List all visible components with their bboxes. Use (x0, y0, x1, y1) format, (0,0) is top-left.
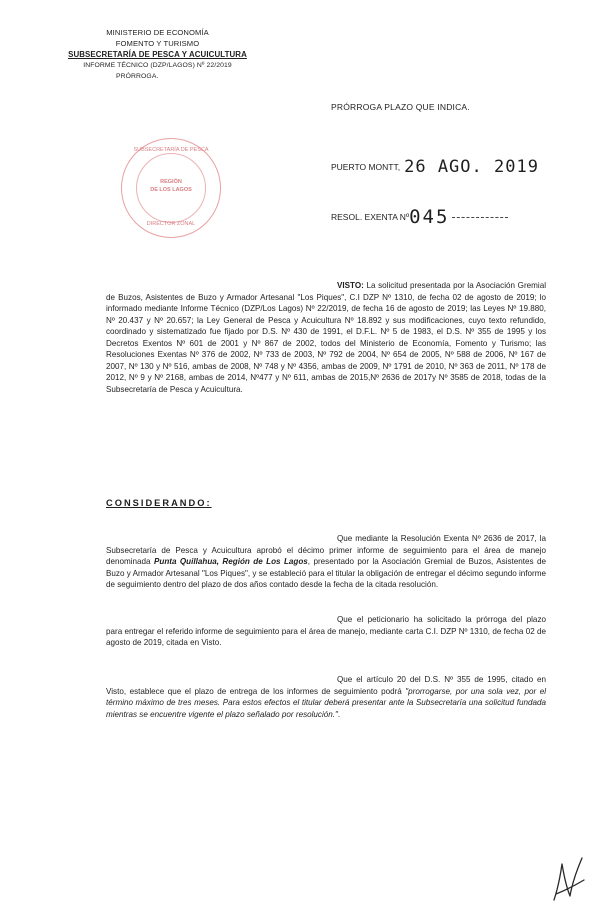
subject-label: PRÓRROGA. (116, 73, 159, 80)
visto-paragraph (106, 280, 546, 395)
resolution-number: 045 (409, 206, 450, 228)
ministry-name: MINISTERIO DE ECONOMÍA (106, 28, 209, 37)
ministry-subtitle: FOMENTO Y TURISMO (115, 39, 200, 48)
considerando-heading: CONSIDERANDO: (106, 498, 212, 508)
resolution-label: RESOL. EXENTA Nº (331, 212, 410, 222)
c3-quote: "prorrogarse, por una sola vez, por el término máximo de tres meses. Para estos efectos el titular deberá presentar ante la Subsecretaría una solicitud fundada mientras se encuentre vigente el plazo señalado por resolución." (106, 686, 546, 719)
c1-text-c: , presentado por la Asociación Gremial de Buzos, Asistentes de Buzo y Armador Artesanal "Los Piques", y se estableció para el titular la obligación de entregar el décimo segundo informe de seguimiento dentro del plazo de dos años contado desde la fecha de la citada resolución. (106, 557, 546, 590)
city-label: PUERTO MONTT, (331, 162, 401, 172)
seal-center-text-2: DE LOS LAGOS (150, 187, 192, 193)
c1-text-a: Que mediante la Resolución Exenta Nº 2636 de 2017, la Subsecretaría de Pesca y Acuicultura aprobó el décimo primer informe de seguimiento para el área de manejo denominada (106, 534, 546, 567)
letterhead (60, 27, 255, 82)
document-reference: PRÓRROGA PLAZO QUE INDICA. (331, 102, 470, 112)
technical-report-ref: INFORME TÉCNICO (DZP/LAGOS) Nº 22/2019 (83, 62, 232, 69)
c3-text-a: Que el artículo 20 del D.S. Nº 355 de 1995, citado en Visto, establece que el plazo de entrega de los informes de seguimiento podrá (106, 675, 546, 696)
seal-center-text-1: REGIÓN (160, 179, 182, 185)
visto-text: La solicitud presentada por la Asociación Gremial de Buzos, Asistentes de Buzo y Armador Artesanal "Los Piques", C.I DZP Nº 1310, de fecha 02 de agosto de 2019; lo informado mediante Informe Técnico (DZP/Los Lagos) Nº 22/2019, de fecha 16 de agosto de 2019; las Leyes Nº 19.880, Nº 20.437 y Nº 20.657; la Ley General de Pesca y Acuicultura Nº 18.892 y sus modificaciones, cuyo texto refundido, coordinado y sistematizado fue fijado por D.S. Nº 430 de 1991, el D.F.L. Nº 5 de 1983, el D.S. Nº 355 de 1995 y los Decretos Exentos Nº 601 de 2001 y Nº 867 de 2002, todos del Ministerio de Economía, Fomento y Turismo; las Resoluciones Exentas Nº 376 de 2002, Nº 733 de 2003, Nº 792 de 2004, Nº 654 de 2005, Nº 588 de 2006, Nº 167 de 2007, Nº 130 y Nº 516, ambas de 2008, Nº 748 y Nº 4356, ambas de 2009, Nº 1791 de 2010, Nº 363 de 2011, Nº 178 de 2012, Nº 9 y Nº 2168, ambas de 2014, Nº477 y Nº 611, ambas de 2015,Nº 2636 de 2017y Nº 3585 de 2018, todas de la Subsecretaría de Pesca y Acuicultura. (106, 281, 546, 394)
official-seal-stamp (121, 138, 221, 238)
date-value: 26 AGO. 2019 (404, 157, 539, 177)
handwritten-initials-signature (548, 850, 588, 905)
date-line (331, 157, 539, 177)
resolution-line (331, 206, 508, 228)
seal-top-text: SUBSECRETARÍA DE PESCA (133, 147, 209, 153)
c3-text-c: . (337, 709, 341, 719)
considerando-paragraph-1 (106, 533, 546, 591)
subsecretariat-name: SUBSECRETARÍA DE PESCA Y ACUICULTURA (68, 50, 247, 59)
seal-bottom-text: DIRECTOR ZONAL (146, 221, 196, 227)
considerando-paragraph-2: Que el peticionario ha solicitado la prórroga del plazo para entregar el referido informe de seguimiento para el área de manejo, mediante carta C.I. DZP Nº 1310, de fecha 02 de agosto de 2019, citada en Visto. (106, 615, 546, 648)
visto-label: VISTO: (337, 281, 364, 290)
c1-area-name: Punta Quillahua, Región de Los Lagos (153, 557, 308, 567)
resolution-underline (452, 217, 508, 218)
considerando-paragraph-3 (106, 674, 546, 720)
